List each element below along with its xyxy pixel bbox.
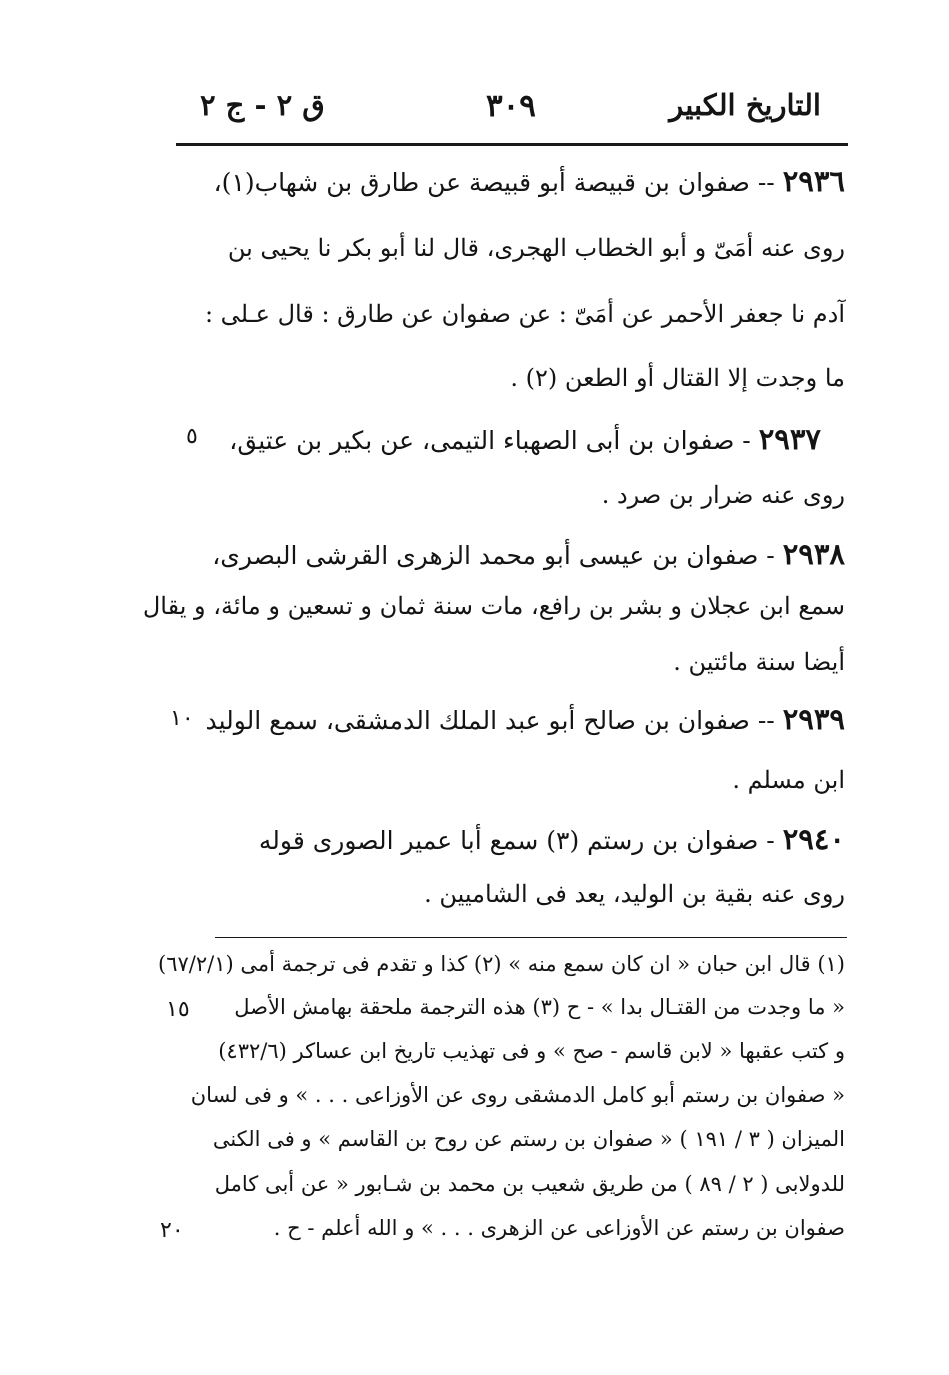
footnote-line: للدولابى ( ٢ / ٨٩ ) من طريق شعيب بن محمد بن شـابور « عن أبى كامل	[214, 1172, 845, 1196]
entry-number: ٢٩٣٩	[782, 702, 845, 736]
entry-title: - صفوان بن رستم (٣) سمع أبا عمير الصورى قوله	[258, 826, 775, 855]
entry-heading	[214, 164, 845, 198]
entry-title: - صفوان بن عيسى أبو محمد الزهرى القرشى البصرى،	[212, 541, 775, 570]
entry-heading	[229, 422, 821, 456]
entry-heading	[212, 537, 845, 571]
text-line: أيضا سنة مائتين .	[673, 648, 845, 676]
line-marker: ٥	[186, 424, 198, 449]
volume-label: ق ٢ - ج ٢	[200, 88, 325, 122]
footnote-rule	[215, 937, 847, 938]
entry-number: ٢٩٣٨	[782, 537, 845, 571]
line-marker: ١٠	[170, 706, 194, 731]
page-number: ٣٠٩	[486, 88, 536, 124]
entry-heading	[205, 702, 845, 736]
text-line: آدم نا جعفر الأحمر عن أمَىّ : عن صفوان عن طارق : قال عـلى :	[204, 300, 845, 328]
footnote-line: و كتب عقبها « لابن قاسم - صح » و فى تهذيب تاريخ ابن عساكر (٤٣٢/٦)	[218, 1039, 845, 1063]
line-marker: ١٥	[166, 997, 190, 1022]
header-rule	[176, 143, 848, 146]
text-line: ما وجدت إلا القتال أو الطعن (٢) .	[510, 364, 845, 392]
text-line: روى عنه أمَىّ و أبو الخطاب الهجرى، قال لنا أبو بكر نا يحيى بن	[227, 234, 845, 262]
line-marker: ٢٠	[160, 1218, 184, 1243]
footnote-line: « ما وجدت من القتـال بدا » - ح (٣) هذه الترجمة ملحقة بهامش الأصل	[234, 995, 845, 1019]
text-line: روى عنه ضرار بن صرد .	[601, 481, 845, 509]
footnote-line: « صفوان بن رستم أبو كامل الدمشقى روى عن الأوزاعى . . . » و فى لسان	[190, 1083, 845, 1107]
entry-number: ٢٩٣٧	[758, 422, 821, 456]
footnote-line: صفوان بن رستم عن الأوزاعى عن الزهرى . . . » و الله أعلم - ح .	[273, 1216, 845, 1240]
running-title: التاريخ الكبير	[669, 88, 821, 122]
entry-title: -- صفوان بن صالح أبو عبد الملك الدمشقى، سمع الوليد	[205, 706, 775, 735]
text-line: روى عنه بقية بن الوليد، يعد فى الشاميين .	[424, 880, 845, 908]
footnote-line: الميزان ( ٣ / ١٩١ ) « صفوان بن رستم عن روح بن القاسم » و فى الكنى	[212, 1127, 845, 1151]
entry-title: -- صفوان بن قبيصة أبو قبيصة عن طارق بن شهاب(١)،	[213, 168, 775, 197]
entry-heading	[259, 822, 845, 856]
footnote-line: (١) قال ابن حبان « ان كان سمع منه » (٢) كذا و تقدم فى ترجمة أمى (٦٧/٢/١)	[158, 952, 845, 976]
entry-number: ٢٩٣٦	[782, 164, 845, 198]
text-line: سمع ابن عجلان و بشر بن رافع، مات سنة ثمان و تسعين و مائة، و يقال	[142, 592, 845, 620]
entry-number: ٢٩٤٠	[782, 822, 845, 856]
text-line: ابن مسلم .	[732, 766, 845, 794]
entry-title: - صفوان بن أبى الصهباء التيمى، عن بكير بن عتيق،	[229, 426, 751, 455]
